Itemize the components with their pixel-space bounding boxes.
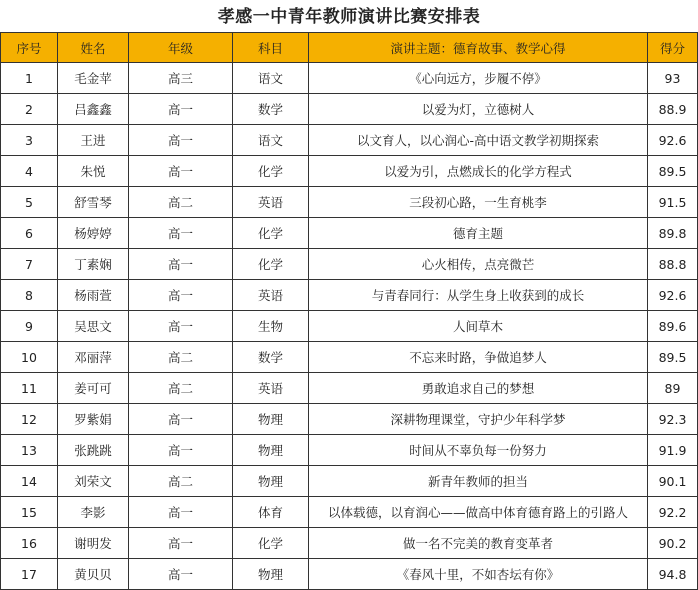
- sheet-title: 孝感一中青年教师演讲比赛安排表: [217, 7, 481, 27]
- cell-score[interactable]: 90.2: [648, 528, 698, 559]
- table-header: [1, 33, 698, 63]
- table-row: [1, 528, 698, 559]
- cell-name[interactable]: 姜可可: [58, 373, 129, 404]
- column-header-subject[interactable]: 科目: [233, 33, 309, 63]
- cell-topic[interactable]: 以爱为引，点燃成长的化学方程式: [309, 156, 648, 187]
- cell-no[interactable]: 7: [1, 249, 58, 280]
- cell-grade[interactable]: 高一: [129, 218, 233, 249]
- cell-topic[interactable]: 三段初心路，一生育桃李: [309, 187, 648, 218]
- cell-topic[interactable]: 与青春同行：从学生身上收获到的成长: [309, 280, 648, 311]
- cell-name[interactable]: 吴思文: [58, 311, 129, 342]
- cell-no[interactable]: 5: [1, 187, 58, 218]
- column-header-name[interactable]: 姓名: [58, 33, 129, 63]
- cell-score[interactable]: 93: [648, 63, 698, 94]
- cell-score[interactable]: 92.2: [648, 497, 698, 528]
- cell-no[interactable]: 8: [1, 280, 58, 311]
- table-row: [1, 187, 698, 218]
- cell-topic[interactable]: 新青年教师的担当: [309, 466, 648, 497]
- cell-name[interactable]: 刘荣文: [58, 466, 129, 497]
- table-row: [1, 125, 698, 156]
- cell-topic[interactable]: 不忘来时路，争做追梦人: [309, 342, 648, 373]
- cell-no[interactable]: 10: [1, 342, 58, 373]
- cell-name[interactable]: 朱悦: [58, 156, 129, 187]
- table-row: [1, 404, 698, 435]
- cell-topic[interactable]: 以体载德，以育润心——做高中体育德育路上的引路人: [309, 497, 648, 528]
- table-row: [1, 497, 698, 528]
- cell-grade[interactable]: 高一: [129, 249, 233, 280]
- cell-no[interactable]: 3: [1, 125, 58, 156]
- cell-no[interactable]: 11: [1, 373, 58, 404]
- cell-grade[interactable]: 高一: [129, 125, 233, 156]
- cell-name[interactable]: 吕鑫鑫: [58, 94, 129, 125]
- cell-no[interactable]: 13: [1, 435, 58, 466]
- column-header-grade[interactable]: 年级: [129, 33, 233, 63]
- cell-no[interactable]: 14: [1, 466, 58, 497]
- cell-score[interactable]: 89: [648, 373, 698, 404]
- cell-topic[interactable]: 《心向远方，步履不停》: [309, 63, 648, 94]
- cell-no[interactable]: 16: [1, 528, 58, 559]
- table-row: [1, 218, 698, 249]
- cell-topic[interactable]: 做一名不完美的教育变革者: [309, 528, 648, 559]
- cell-score[interactable]: 91.9: [648, 435, 698, 466]
- cell-score[interactable]: 89.5: [648, 156, 698, 187]
- table-row: [1, 63, 698, 94]
- cell-topic[interactable]: 以文育人，以心润心-高中语文教学初期探索: [309, 125, 648, 156]
- cell-no[interactable]: 12: [1, 404, 58, 435]
- cell-grade[interactable]: 高一: [129, 280, 233, 311]
- cell-name[interactable]: 毛金苹: [58, 63, 129, 94]
- cell-subject[interactable]: 化学: [233, 249, 309, 280]
- table-row: [1, 342, 698, 373]
- cell-subject[interactable]: 物理: [233, 559, 309, 590]
- cell-name[interactable]: 丁素娴: [58, 249, 129, 280]
- column-header-no[interactable]: 序号: [1, 33, 58, 63]
- cell-grade[interactable]: 高一: [129, 311, 233, 342]
- cell-grade[interactable]: 高一: [129, 528, 233, 559]
- cell-score[interactable]: 91.5: [648, 187, 698, 218]
- cell-grade[interactable]: 高一: [129, 497, 233, 528]
- column-header-topic[interactable]: 演讲主题：德育故事、教学心得: [309, 33, 648, 63]
- table-row: [1, 373, 698, 404]
- cell-name[interactable]: 罗紫娟: [58, 404, 129, 435]
- table-row: [1, 94, 698, 125]
- cell-subject[interactable]: 语文: [233, 63, 309, 94]
- cell-name[interactable]: 李影: [58, 497, 129, 528]
- cell-score[interactable]: 92.3: [648, 404, 698, 435]
- cell-subject[interactable]: 物理: [233, 404, 309, 435]
- cell-subject[interactable]: 英语: [233, 373, 309, 404]
- cell-grade[interactable]: 高二: [129, 373, 233, 404]
- cell-score[interactable]: 94.8: [648, 559, 698, 590]
- cell-no[interactable]: 1: [1, 63, 58, 94]
- cell-subject[interactable]: 化学: [233, 156, 309, 187]
- column-header-score[interactable]: 得分: [648, 33, 698, 63]
- cell-grade[interactable]: 高二: [129, 342, 233, 373]
- cell-score[interactable]: 90.1: [648, 466, 698, 497]
- cell-name[interactable]: 杨婷婷: [58, 218, 129, 249]
- cell-topic[interactable]: 德育主题: [309, 218, 648, 249]
- cell-no[interactable]: 2: [1, 94, 58, 125]
- cell-score[interactable]: 92.6: [648, 280, 698, 311]
- cell-grade[interactable]: 高三: [129, 63, 233, 94]
- schedule-table: [0, 32, 698, 590]
- table-row: [1, 435, 698, 466]
- cell-subject[interactable]: 数学: [233, 94, 309, 125]
- table-row: [1, 249, 698, 280]
- cell-grade[interactable]: 高一: [129, 156, 233, 187]
- cell-subject[interactable]: 生物: [233, 311, 309, 342]
- cell-score[interactable]: 88.8: [648, 249, 698, 280]
- cell-topic[interactable]: 勇敢追求自己的梦想: [309, 373, 648, 404]
- cell-score[interactable]: 89.8: [648, 218, 698, 249]
- cell-topic[interactable]: 心火相传，点亮微芒: [309, 249, 648, 280]
- cell-topic[interactable]: 《春风十里，不如杏坛有你》: [309, 559, 648, 590]
- cell-name[interactable]: 黄贝贝: [58, 559, 129, 590]
- cell-name[interactable]: 舒雪琴: [58, 187, 129, 218]
- cell-no[interactable]: 15: [1, 497, 58, 528]
- cell-score[interactable]: 89.5: [648, 342, 698, 373]
- cell-subject[interactable]: 语文: [233, 125, 309, 156]
- cell-no[interactable]: 17: [1, 559, 58, 590]
- cell-subject[interactable]: 英语: [233, 280, 309, 311]
- table-row: [1, 156, 698, 187]
- cell-name[interactable]: 杨雨萱: [58, 280, 129, 311]
- cell-topic[interactable]: 以爱为灯，立德树人: [309, 94, 648, 125]
- cell-grade[interactable]: 高一: [129, 94, 233, 125]
- cell-no[interactable]: 4: [1, 156, 58, 187]
- cell-subject[interactable]: 化学: [233, 218, 309, 249]
- cell-no[interactable]: 9: [1, 311, 58, 342]
- cell-grade[interactable]: 高二: [129, 187, 233, 218]
- cell-topic[interactable]: 深耕物理课堂，守护少年科学梦: [309, 404, 648, 435]
- cell-name[interactable]: 张跳跳: [58, 435, 129, 466]
- cell-subject[interactable]: 物理: [233, 435, 309, 466]
- table-row: [1, 280, 698, 311]
- cell-subject[interactable]: 数学: [233, 342, 309, 373]
- cell-no[interactable]: 6: [1, 218, 58, 249]
- table-row: [1, 311, 698, 342]
- header-row: [1, 33, 698, 63]
- cell-topic[interactable]: 人间草木: [309, 311, 648, 342]
- cell-score[interactable]: 88.9: [648, 94, 698, 125]
- cell-topic[interactable]: 时间从不辜负每一份努力: [309, 435, 648, 466]
- cell-score[interactable]: 92.6: [648, 125, 698, 156]
- cell-subject[interactable]: 物理: [233, 466, 309, 497]
- cell-subject[interactable]: 体育: [233, 497, 309, 528]
- cell-name[interactable]: 王进: [58, 125, 129, 156]
- cell-subject[interactable]: 英语: [233, 187, 309, 218]
- cell-grade[interactable]: 高一: [129, 404, 233, 435]
- cell-name[interactable]: 邓丽萍: [58, 342, 129, 373]
- table-body: [1, 63, 698, 590]
- cell-grade[interactable]: 高二: [129, 466, 233, 497]
- cell-name[interactable]: 谢明发: [58, 528, 129, 559]
- cell-score[interactable]: 89.6: [648, 311, 698, 342]
- cell-grade[interactable]: 高一: [129, 559, 233, 590]
- cell-subject[interactable]: 化学: [233, 528, 309, 559]
- table-row: [1, 466, 698, 497]
- cell-grade[interactable]: 高一: [129, 435, 233, 466]
